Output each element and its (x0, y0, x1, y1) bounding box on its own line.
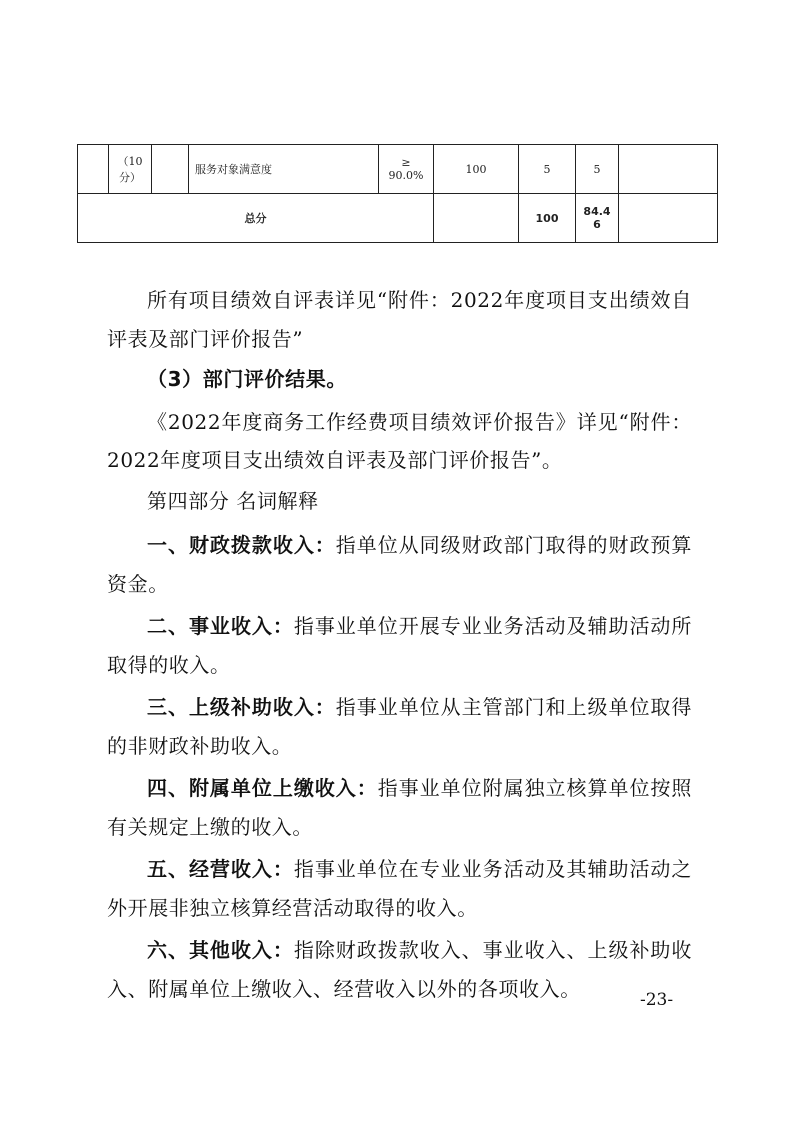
table-row (78, 194, 718, 243)
page-number: -23- (640, 990, 674, 1010)
definition-text: 指事业单位附属独立核算单位按照有关规定上缴的收入。 (107, 776, 692, 839)
definition-term: 一、财政拨款收入： (147, 533, 336, 557)
cell-target: ≥ 90.0% (379, 145, 434, 194)
paragraph-appendix-note: 所有项目绩效自评表详见“附件：2022年度项目支出绩效自评表及部门评价报告” (107, 288, 692, 351)
definition-item (107, 526, 692, 603)
definition-term: 六、其他收入： (147, 938, 294, 962)
definition-text: 指事业单位开展专业业务活动及辅助活动所取得的收入。 (107, 614, 693, 677)
cell-total-max: 100 (519, 194, 576, 243)
cell-indicator: 服务对象满意度 (189, 145, 379, 194)
performance-table (77, 144, 718, 243)
cell-score: 5 (576, 145, 619, 194)
definition-text: 指事业单位从主管部门和上级单位取得的非财政补助收入。 (107, 695, 692, 758)
cell-weight: 100 (434, 145, 519, 194)
table-row (78, 145, 718, 194)
definition-term: 四、附属单位上缴收入： (147, 776, 378, 800)
definition-item (107, 607, 692, 684)
cell-score-max: 5 (519, 145, 576, 194)
cell-total-score: 84.4 6 (576, 194, 619, 243)
definition-term: 三、上级补助收入： (147, 695, 336, 719)
document-body (107, 281, 692, 1012)
cell-blank-c (152, 145, 189, 194)
paragraph-evaluation-report: 《2022年度商务工作经费项目绩效评价报告》详见“附件：2022年度项目支出绩效自评表及部门评价报告”。 (107, 409, 692, 472)
cell-total-remark (619, 194, 718, 243)
definition-item (107, 688, 692, 765)
definition-term: 五、经营收入： (147, 857, 294, 881)
section-heading-evaluation: （3）部门评价结果。 (147, 367, 347, 391)
cell-remark (619, 145, 718, 194)
definition-text: 指除财政拨款收入、事业收入、上级补助收入、附属单位上缴收入、经营收入以外的各项收入。 (107, 938, 693, 1001)
definition-term: 二、事业收入： (147, 614, 294, 638)
cell-total-blank (434, 194, 519, 243)
cell-blank-a (78, 145, 109, 194)
part-title: 第四部分 名词解释 (147, 488, 319, 513)
definition-item (107, 931, 692, 1008)
cell-category-score: （10 分） (109, 145, 152, 194)
total-label: 总分 (78, 194, 434, 243)
definition-item (107, 769, 692, 846)
definition-item (107, 850, 692, 927)
definition-text: 指事业单位在专业业务活动及其辅助活动之外开展非独立核算经营活动取得的收入。 (107, 857, 693, 920)
definition-text: 指单位从同级财政部门取得的财政预算资金。 (107, 533, 692, 596)
